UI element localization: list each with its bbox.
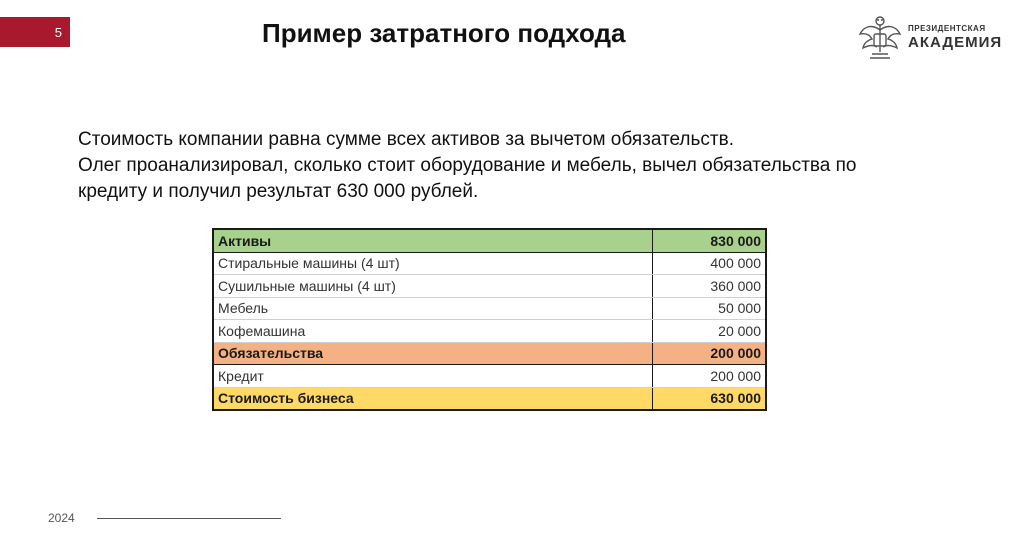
- table-row: [213, 275, 766, 298]
- row-label: Кредит: [213, 365, 653, 388]
- table-row: [213, 252, 766, 275]
- row-value: 400 000: [653, 252, 767, 275]
- row-label: Мебель: [213, 297, 653, 320]
- valuation-table: [212, 228, 767, 411]
- row-label: Активы: [213, 229, 653, 252]
- table-row-liabilities: [213, 342, 766, 365]
- table-row: [213, 297, 766, 320]
- table-row-total: [213, 387, 766, 410]
- row-label: Кофемашина: [213, 320, 653, 343]
- body-line-3: кредиту и получил результат 630 000 рублей.: [78, 181, 479, 202]
- table-row: [213, 365, 766, 388]
- row-label: Стиральные машины (4 шт): [213, 252, 653, 275]
- body-line-1: Стоимость компании равна сумме всех активов за вычетом обязательств.: [78, 129, 734, 150]
- row-value: 360 000: [653, 275, 767, 298]
- table-row-assets: [213, 229, 766, 252]
- row-label: Сушильные машины (4 шт): [213, 275, 653, 298]
- eagle-emblem-icon: [858, 12, 902, 62]
- table-row: [213, 320, 766, 343]
- page-title: Пример затратного подхода: [262, 18, 626, 48]
- slide-number-badge: [0, 17, 70, 47]
- row-value: 50 000: [653, 297, 767, 320]
- row-value: 20 000: [653, 320, 767, 343]
- body-line-2: Олег проанализировал, сколько стоит оборудование и мебель, вычел обязательства по: [78, 155, 857, 176]
- row-value: 200 000: [653, 342, 767, 365]
- logo-line-1: ПРЕЗИДЕНТСКАЯ: [908, 23, 986, 33]
- row-label: Обязательства: [213, 342, 653, 365]
- logo-line-2: АКАДЕМИЯ: [908, 33, 1003, 51]
- row-label: Стоимость бизнеса: [213, 387, 653, 410]
- footer-year: 2024: [48, 511, 75, 525]
- slide-number: 5: [54, 24, 62, 40]
- row-value: 830 000: [653, 229, 767, 252]
- row-value: 630 000: [653, 387, 767, 410]
- body-text: [78, 127, 998, 205]
- footer-divider: [97, 518, 281, 519]
- row-value: 200 000: [653, 365, 767, 388]
- logo: [858, 11, 1003, 63]
